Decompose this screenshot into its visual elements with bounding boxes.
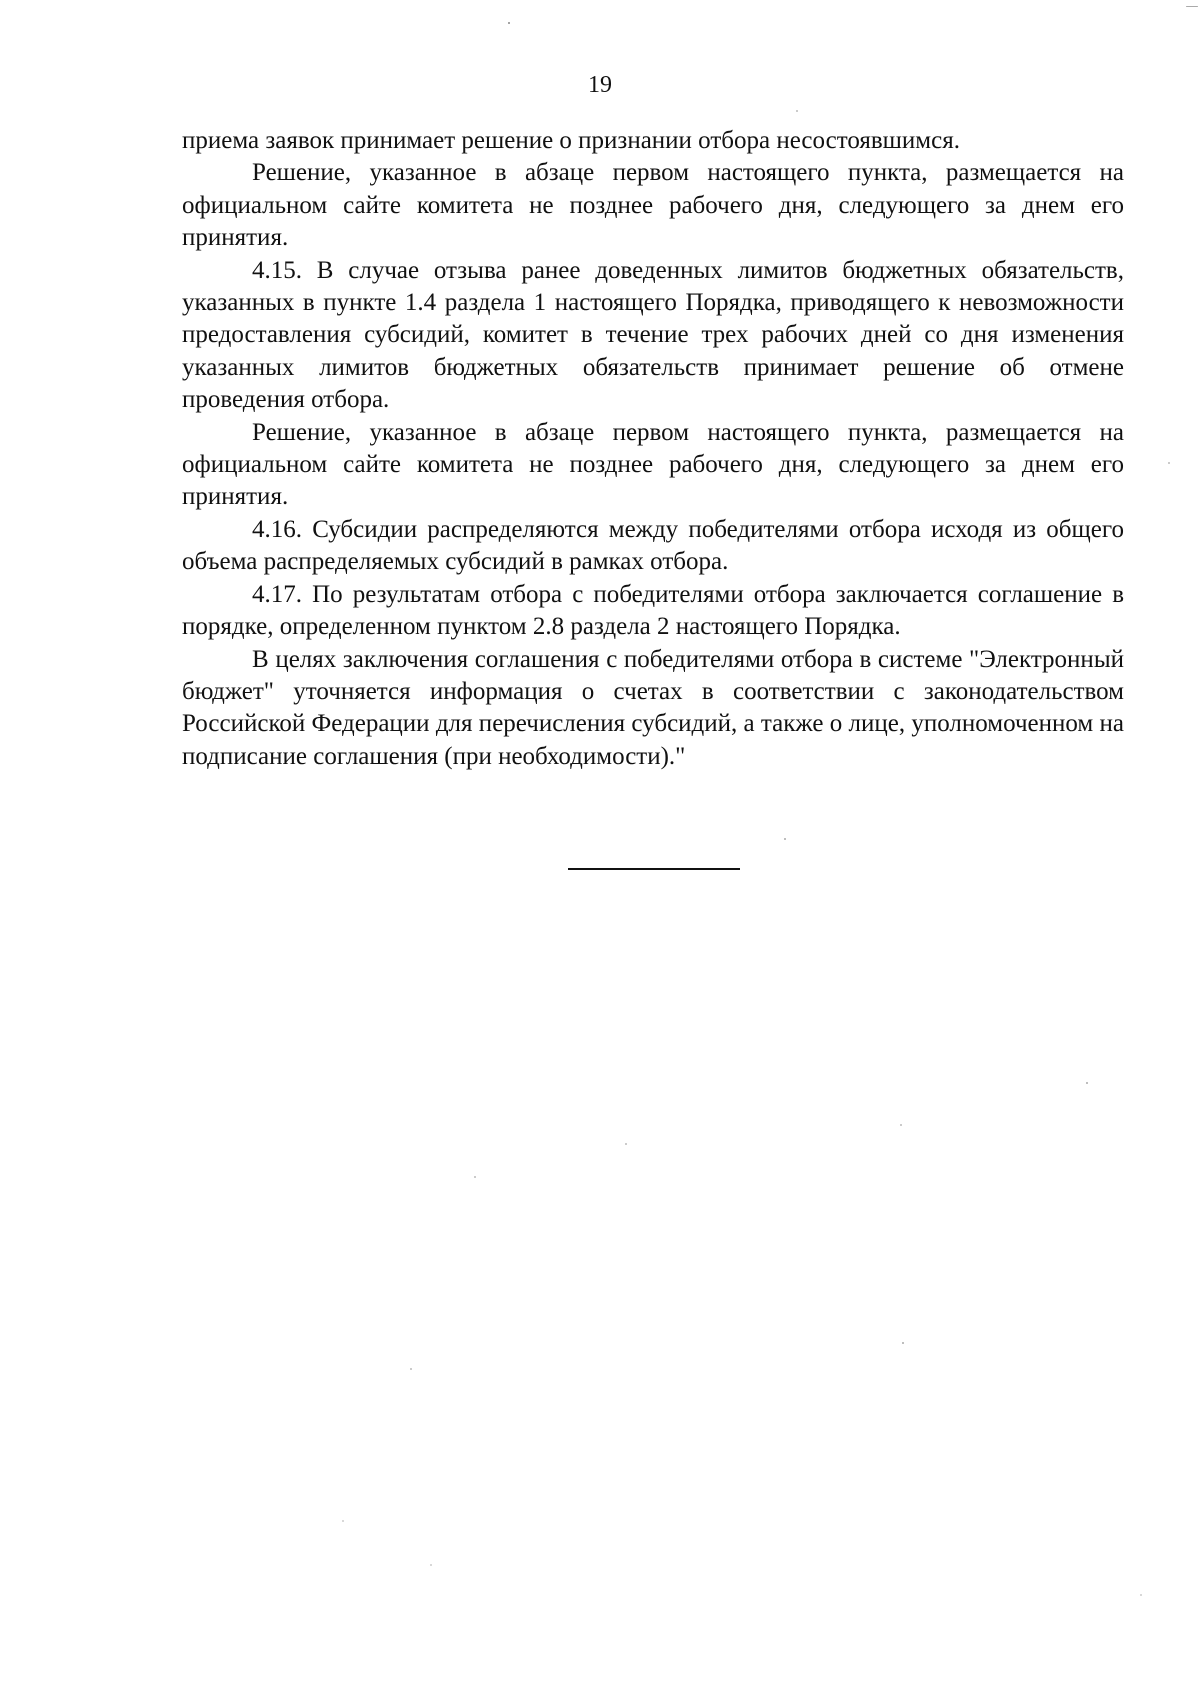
scan-speck: [900, 1124, 902, 1126]
paragraph-agreement-conclusion: В целях заключения соглашения с победителями отбора в системе "Электронный бюджет" уточняется информация о счетах в соответствии с законодательством Российской Федерации для перечисления субсидий, а также о лице, уполномоченном на подписание соглашения (при необходимости).": [182, 645, 1124, 770]
document-body: [182, 125, 1124, 773]
paragraph-decision-placement-2: Решение, указанное в абзаце первом настоящего пункта, размещается на официальном сайте комитета не позднее рабочего дня, следующего за днем его принятия.: [182, 418, 1124, 511]
scan-speck: [1086, 1082, 1088, 1084]
paragraph-continuation: приема заявок принимает решение о признании отбора несостоявшимся.: [182, 127, 960, 154]
page-number: 19: [588, 72, 612, 98]
scan-speck: [474, 1176, 476, 1178]
paragraph-4-16: 4.16. Субсидии распределяются между победителями отбора исходя из общего объема распределяемых субсидий в рамках отбора.: [182, 515, 1124, 576]
scan-speck: [784, 838, 786, 840]
scan-speck: [430, 1564, 432, 1566]
scan-speck: [342, 1520, 344, 1522]
paragraph-decision-placement-1: Решение, указанное в абзаце первом настоящего пункта, размещается на официальном сайте комитета не позднее рабочего дня, следующего за днем его принятия.: [182, 159, 1124, 252]
scan-speck: [410, 1368, 412, 1370]
scan-speck: [796, 110, 798, 112]
paragraph-4-17: 4.17. По результатам отбора с победителями отбора заключается соглашение в порядке, определенном пунктом 2.8 раздела 2 настоящего Порядка.: [182, 580, 1124, 641]
paragraph-4-15: 4.15. В случае отзыва ранее доведенных лимитов бюджетных обязательств, указанных в пункте 1.4 раздела 1 настоящего Порядка, приводящего к невозможности предоставления субсидий, комитет в течение трех рабочих дней со дня изменения указанных лимитов бюджетных обязательств принимает решение об отмене проведения отбора.: [182, 256, 1124, 414]
scan-speck: [1140, 1594, 1142, 1596]
scan-speck: [902, 1342, 904, 1344]
scan-speck: [625, 1143, 627, 1145]
scan-speck: [1168, 462, 1170, 464]
end-separator-line: [568, 868, 740, 870]
scan-speck: [1186, 6, 1198, 7]
scan-speck: [508, 22, 510, 24]
